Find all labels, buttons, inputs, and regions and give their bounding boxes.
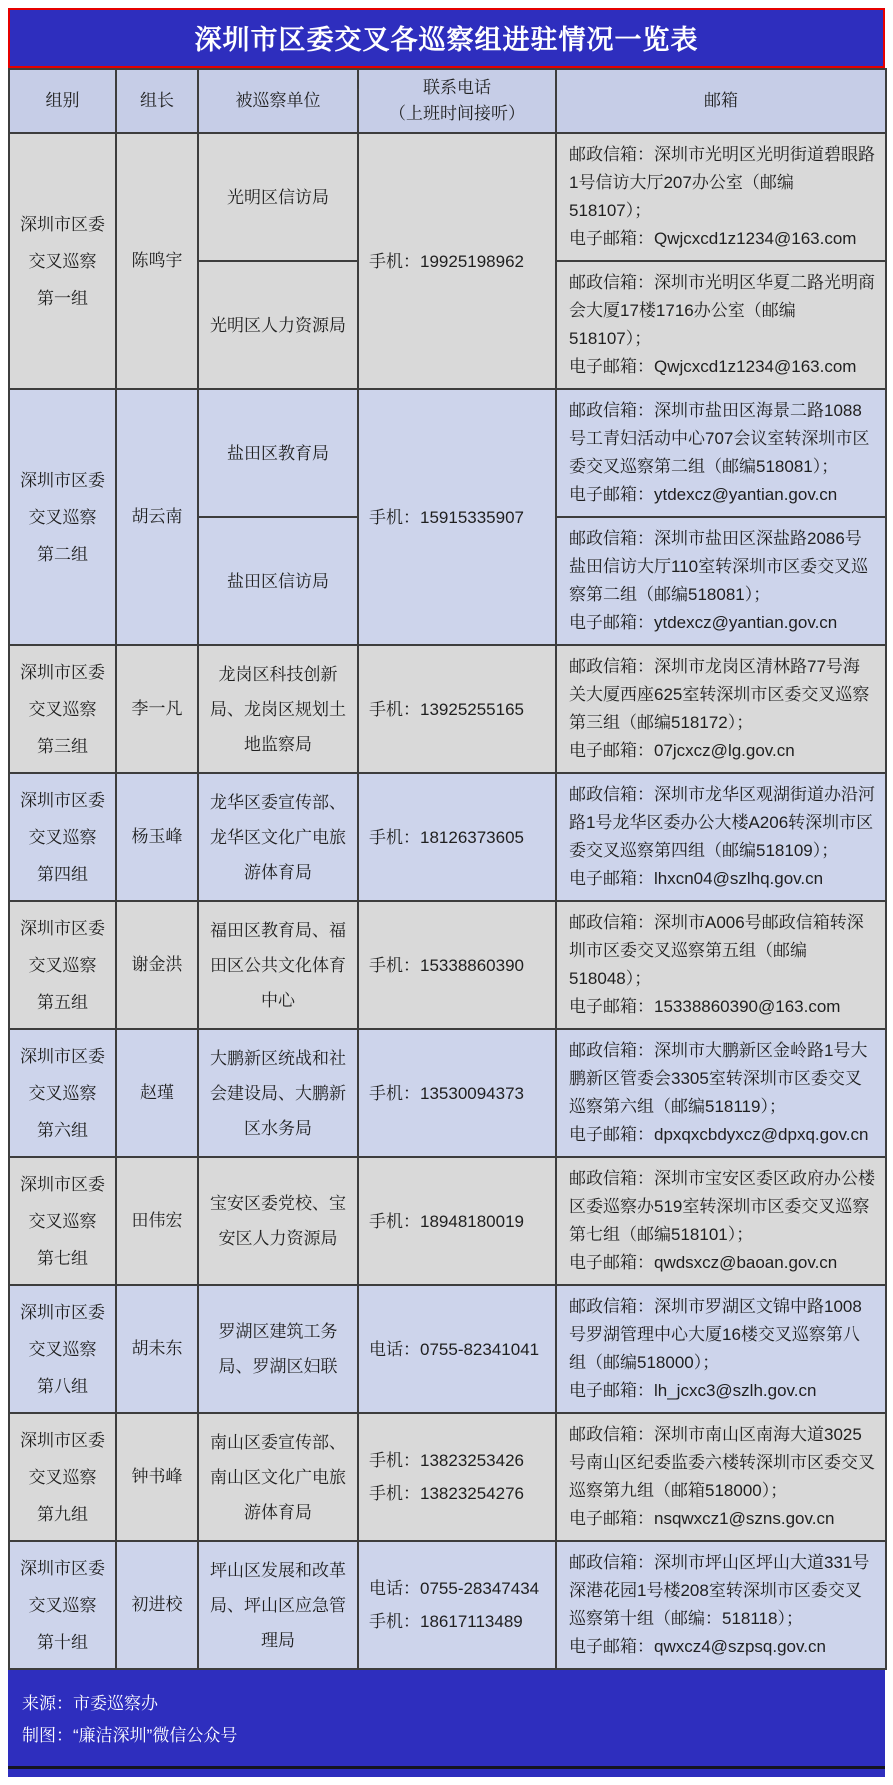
phone-line: 手机：13925255165 [369,699,525,719]
group-name-line: 交叉巡察 [28,955,97,975]
unit-cell: 龙华区委宣传部、龙华区文化广电旅游体育局 [198,773,358,901]
leader-cell: 陈鸣宇 [116,133,198,389]
mail-cell [556,389,886,517]
column-header-phone-line1: 联系电话 [423,78,491,97]
group-name-line: 第一组 [37,288,88,308]
inspection-table [8,68,887,1670]
group-cell [9,645,116,773]
leader-cell: 李一凡 [116,645,198,773]
leader-cell: 胡未东 [116,1285,198,1413]
leader-cell: 谢金洪 [116,901,198,1029]
bottom-accent-bar [8,1769,885,1777]
group-name-line: 深圳市区委 [20,214,105,234]
leader-cell: 钟书峰 [116,1413,198,1541]
phone-cell [358,1413,556,1541]
email-address: 电子邮箱：lhxcn04@szlhq.gov.cn [569,869,824,888]
leader-cell: 初进校 [116,1541,198,1669]
postal-address: 邮政信箱：深圳市坪山区坪山大道331号深港花园1号楼208室转深圳市区委交叉巡察第十组（邮编：518118）； [569,1553,870,1628]
group-name-line: 第八组 [37,1376,88,1396]
unit-cell: 龙岗区科技创新局、龙岗区规划土地监察局 [198,645,358,773]
mail-cell [556,1285,886,1413]
mail-cell [556,1541,886,1669]
mail-cell [556,773,886,901]
phone-cell [358,133,556,389]
group-cell [9,1413,116,1541]
postal-address: 邮政信箱：深圳市盐田区深盐路2086号盐田信访大厅110室转深圳市区委交叉巡察第二组（邮编518081）； [569,529,869,604]
postal-address: 邮政信箱：深圳市大鹏新区金岭路1号大鹏新区管委会3305室转深圳市区委交叉巡察第六组（邮编518119）； [569,1041,868,1116]
phone-line: 手机：19925198962 [369,251,525,271]
group-name-line: 第二组 [37,544,88,564]
email-address: 电子邮箱：Qwjcxcd1z1234@163.com [569,229,857,248]
email-address: 电子邮箱：07jcxcz@lg.gov.cn [569,741,795,760]
footer-source: 来源：市委巡察办 [22,1694,158,1713]
column-header-leader: 组长 [116,69,198,133]
table-row [9,1157,886,1285]
group-cell [9,901,116,1029]
phone-cell [358,1541,556,1669]
group-name-line: 第五组 [37,992,88,1012]
phone-line: 手机：13823253426 [369,1451,525,1470]
table-row [9,389,886,517]
unit-cell: 光明区信访局 [198,133,358,261]
group-name-line: 深圳市区委 [20,662,105,682]
unit-cell: 盐田区信访局 [198,517,358,645]
footer-credit: 制图：“廉洁深圳”微信公众号 [22,1726,238,1745]
email-address: 电子邮箱：lh_jcxc3@szlh.gov.cn [569,1381,817,1400]
group-name-line: 交叉巡察 [28,699,97,719]
group-name-line: 深圳市区委 [20,1174,105,1194]
group-cell [9,1029,116,1157]
email-address: 电子邮箱：ytdexcz@yantian.gov.cn [569,485,838,504]
postal-address: 邮政信箱：深圳市A006号邮政信箱转深圳市区委交叉巡察第五组（邮编518048）； [569,913,864,988]
group-name-line: 交叉巡察 [28,827,97,847]
leader-cell: 胡云南 [116,389,198,645]
email-address: 电子邮箱：qwdsxcz@baoan.gov.cn [569,1253,838,1272]
table-row [9,773,886,901]
group-name-line: 深圳市区委 [20,470,105,490]
group-name-line: 交叉巡察 [28,1083,97,1103]
mail-cell [556,1029,886,1157]
phone-cell [358,1285,556,1413]
phone-cell [358,389,556,645]
table-row [9,1541,886,1669]
table-row [9,1413,886,1541]
unit-cell: 宝安区委党校、宝安区人力资源局 [198,1157,358,1285]
postal-address: 邮政信箱：深圳市盐田区海景二路1088号工青妇活动中心707会议室转深圳市区委交叉巡察第二组（邮编518081）； [569,401,870,476]
unit-cell: 光明区人力资源局 [198,261,358,389]
phone-cell [358,1029,556,1157]
email-address: 电子邮箱：Qwjcxcd1z1234@163.com [569,357,857,376]
email-address: 电子邮箱：ytdexcz@yantian.gov.cn [569,613,838,632]
group-cell [9,133,116,389]
phone-line: 手机：18948180019 [369,1211,525,1231]
unit-cell: 大鹏新区统战和社会建设局、大鹏新区水务局 [198,1029,358,1157]
table-body [9,133,886,1669]
mail-cell [556,1157,886,1285]
group-name-line: 交叉巡察 [28,1595,97,1615]
group-cell [9,1285,116,1413]
mail-cell [556,901,886,1029]
phone-cell [358,1157,556,1285]
email-address: 电子邮箱：qwxcz4@szpsq.gov.cn [569,1637,826,1656]
group-cell [9,389,116,645]
group-name-line: 第十组 [37,1632,88,1652]
group-name-line: 深圳市区委 [20,1430,105,1450]
phone-line: 手机：13823254276 [369,1484,525,1503]
table-row [9,133,886,261]
column-header-units: 被巡察单位 [198,69,358,133]
mail-cell [556,133,886,261]
group-cell [9,773,116,901]
table-row [9,645,886,773]
unit-cell: 罗湖区建筑工务局、罗湖区妇联 [198,1285,358,1413]
group-name-line: 第七组 [37,1248,88,1268]
phone-line: 手机：13530094373 [369,1083,525,1103]
mail-cell [556,517,886,645]
group-name-line: 深圳市区委 [20,1302,105,1322]
column-header-phone-line2: （上班时间接听） [389,104,525,123]
leader-cell: 田伟宏 [116,1157,198,1285]
postal-address: 邮政信箱：深圳市罗湖区文锦中路1008号罗湖管理中心大厦16楼交叉巡察第八组（邮编518000）； [569,1297,862,1372]
phone-line: 手机：15915335907 [369,507,525,527]
group-name-line: 交叉巡察 [28,507,97,527]
group-name-line: 交叉巡察 [28,1211,97,1231]
column-header-phone [358,69,556,133]
mail-cell [556,645,886,773]
group-name-line: 深圳市区委 [20,918,105,938]
group-name-line: 深圳市区委 [20,1558,105,1578]
footer [8,1670,885,1769]
email-address: 电子邮箱：nsqwxcz1@szns.gov.cn [569,1509,835,1528]
column-header-group: 组别 [9,69,116,133]
group-cell [9,1541,116,1669]
phone-line: 电话：0755-28347434 [369,1579,540,1598]
column-header-mail: 邮箱 [556,69,886,133]
group-name-line: 第三组 [37,736,88,756]
postal-address: 邮政信箱：深圳市南山区南海大道3025号南山区纪委监委六楼转深圳市区委交叉巡察第九组（邮箱518000）； [569,1425,875,1500]
page-title: 深圳市区委交叉各巡察组进驻情况一览表 [8,8,885,68]
postal-address: 邮政信箱：深圳市光明区光明街道碧眼路1号信访大厅207办公室（邮编518107）； [569,145,875,220]
postal-address: 邮政信箱：深圳市龙华区观湖街道办沿河路1号龙华区委办公大楼A206转深圳市区委交叉巡察第四组（邮编518109）； [569,785,875,860]
phone-cell [358,773,556,901]
table-row [9,1285,886,1413]
unit-cell: 盐田区教育局 [198,389,358,517]
unit-cell: 福田区教育局、福田区公共文化体育中心 [198,901,358,1029]
table-row [9,1029,886,1157]
unit-cell: 坪山区发展和改革局、坪山区应急管理局 [198,1541,358,1669]
phone-line: 手机：15338860390 [369,955,525,975]
header-row [9,69,886,133]
phone-cell [358,901,556,1029]
unit-cell: 南山区委宣传部、南山区文化广电旅游体育局 [198,1413,358,1541]
group-name-line: 交叉巡察 [28,1467,97,1487]
mail-cell [556,261,886,389]
mail-cell [556,1413,886,1541]
phone-cell [358,645,556,773]
group-cell [9,1157,116,1285]
group-name-line: 交叉巡察 [28,251,97,271]
leader-cell: 杨玉峰 [116,773,198,901]
group-name-line: 第九组 [37,1504,88,1524]
email-address: 电子邮箱：dpxqxcbdyxcz@dpxq.gov.cn [569,1125,869,1144]
postal-address: 邮政信箱：深圳市光明区华夏二路光明商会大厦17楼1716办公室（邮编518107）； [569,273,875,348]
group-name-line: 深圳市区委 [20,790,105,810]
group-name-line: 深圳市区委 [20,1046,105,1066]
table-row [9,901,886,1029]
group-name-line: 第四组 [37,864,88,884]
phone-line: 电话：0755-82341041 [369,1339,540,1359]
leader-cell: 赵瑾 [116,1029,198,1157]
phone-line: 手机：18126373605 [369,827,525,847]
postal-address: 邮政信箱：深圳市龙岗区清林路77号海关大厦西座625室转深圳市区委交叉巡察第三组（邮编518172）； [569,657,870,732]
postal-address: 邮政信箱：深圳市宝安区委区政府办公楼区委巡察办519室转深圳市区委交叉巡察第七组（邮编518101）； [569,1169,875,1244]
group-name-line: 第六组 [37,1120,88,1140]
group-name-line: 交叉巡察 [28,1339,97,1359]
phone-line: 手机：18617113489 [369,1612,523,1631]
email-address: 电子邮箱：15338860390@163.com [569,997,841,1016]
